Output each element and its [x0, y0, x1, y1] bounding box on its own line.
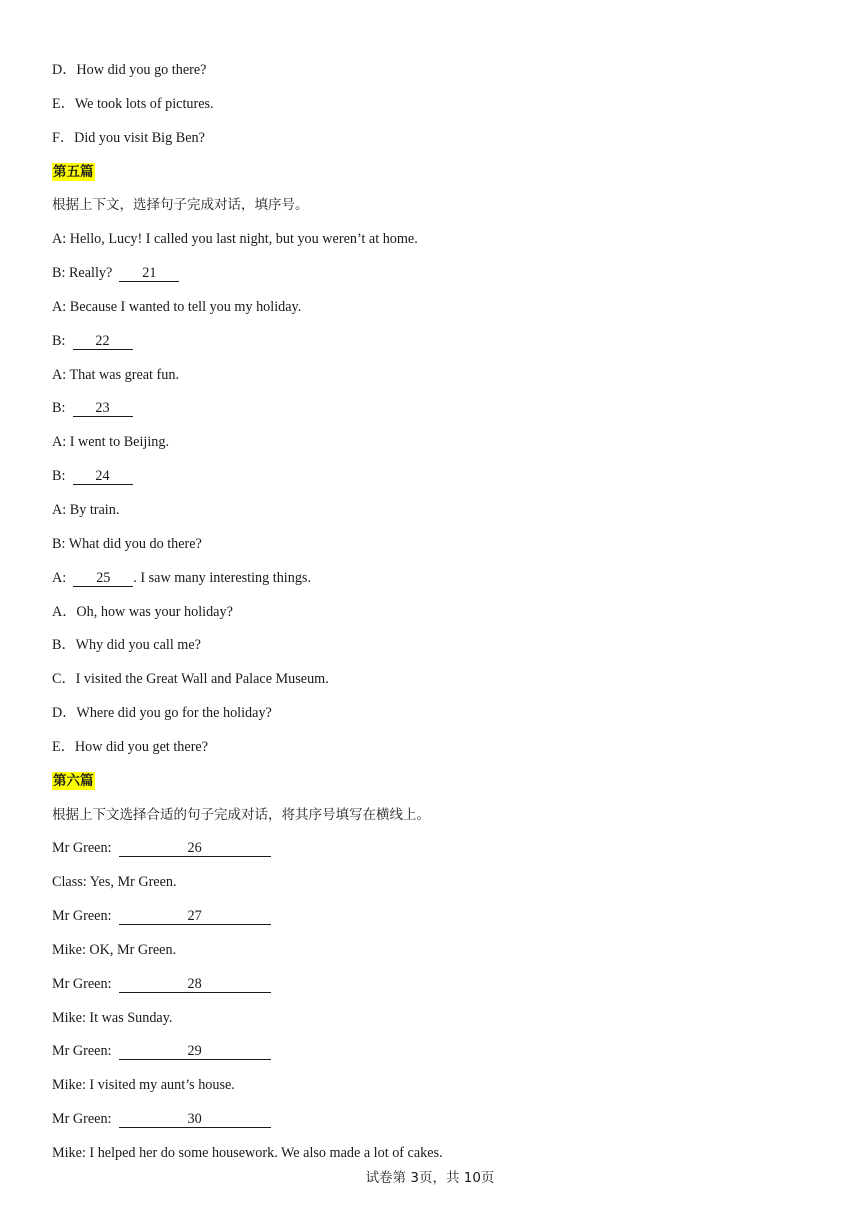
answer-blank-25[interactable]: 25	[73, 571, 133, 587]
answer-blank-24[interactable]: 24	[73, 469, 133, 485]
question-26: Mr Green: 26	[52, 836, 812, 870]
question-21: B: Really? 21	[52, 261, 812, 295]
dialogue-line: B: What did you do there?	[52, 535, 202, 552]
dialogue-line: Class: Yes, Mr Green.	[52, 874, 177, 891]
page-footer: 试卷第 3页，共 10页	[365, 1170, 495, 1186]
question-27: Mr Green: 27	[52, 904, 812, 938]
exam-page	[52, 58, 812, 1175]
section6-title: 第六篇	[53, 772, 94, 789]
question-30: Mr Green: 30	[52, 1107, 812, 1141]
option-c: C．I visited the Great Wall and Palace Museum.	[52, 671, 329, 688]
dialogue-line: A: By train.	[52, 501, 120, 518]
dialogue-line: A: Hello, Lucy! I called you last night, but you weren’t at home.	[52, 231, 418, 248]
dialogue-line: Mike: It was Sunday.	[52, 1009, 173, 1026]
answer-blank-26[interactable]: 26	[119, 841, 271, 857]
answer-blank-28[interactable]: 28	[119, 977, 271, 993]
dialogue-line: Mike: OK, Mr Green.	[52, 941, 177, 958]
option-e: E．How did you get there?	[52, 738, 209, 755]
answer-blank-22[interactable]: 22	[73, 334, 133, 350]
answer-blank-30[interactable]: 30	[119, 1112, 271, 1128]
answer-blank-23[interactable]: 23	[73, 401, 133, 417]
question-25: A: 25 . I saw many interesting things.	[52, 569, 311, 586]
section6-instruction: 根据上下文选择合适的句子完成对话，将其序号填写在横线上。	[52, 806, 430, 823]
question-29: Mr Green: 29	[52, 1039, 812, 1073]
option-f: F．Did you visit Big Ben?	[52, 129, 205, 146]
answer-blank-21[interactable]: 21	[119, 266, 179, 282]
question-23: B: 23	[52, 396, 812, 430]
dialogue-line: A: That was great fun.	[52, 366, 179, 383]
option-b: B．Why did you call me?	[52, 637, 201, 654]
answer-blank-29[interactable]: 29	[119, 1044, 271, 1060]
option-d: D．How did you go there?	[52, 62, 207, 78]
answer-blank-27[interactable]: 27	[119, 909, 271, 925]
dialogue-line: A: Because I wanted to tell you my holiday.	[52, 298, 302, 315]
section6-heading	[52, 769, 812, 803]
question-24: B: 24	[52, 464, 812, 498]
section5-title: 第五篇	[53, 163, 94, 180]
option-d: D．Where did you go for the holiday?	[52, 705, 272, 722]
option-e: E．We took lots of pictures.	[52, 95, 214, 112]
dialogue-line: Mike: I visited my aunt’s house.	[52, 1077, 235, 1094]
question-28: Mr Green: 28	[52, 972, 812, 1006]
dialogue-line: Mike: I helped her do some housework. We also made a lot of cakes.	[52, 1145, 443, 1161]
question-22: B: 22	[52, 329, 812, 363]
section5-instruction: 根据上下文，选择句子完成对话，填序号。	[52, 197, 309, 214]
dialogue-line: A: I went to Beijing.	[52, 434, 170, 451]
option-a: A．Oh, how was your holiday?	[52, 603, 233, 620]
section5-heading	[52, 160, 812, 194]
